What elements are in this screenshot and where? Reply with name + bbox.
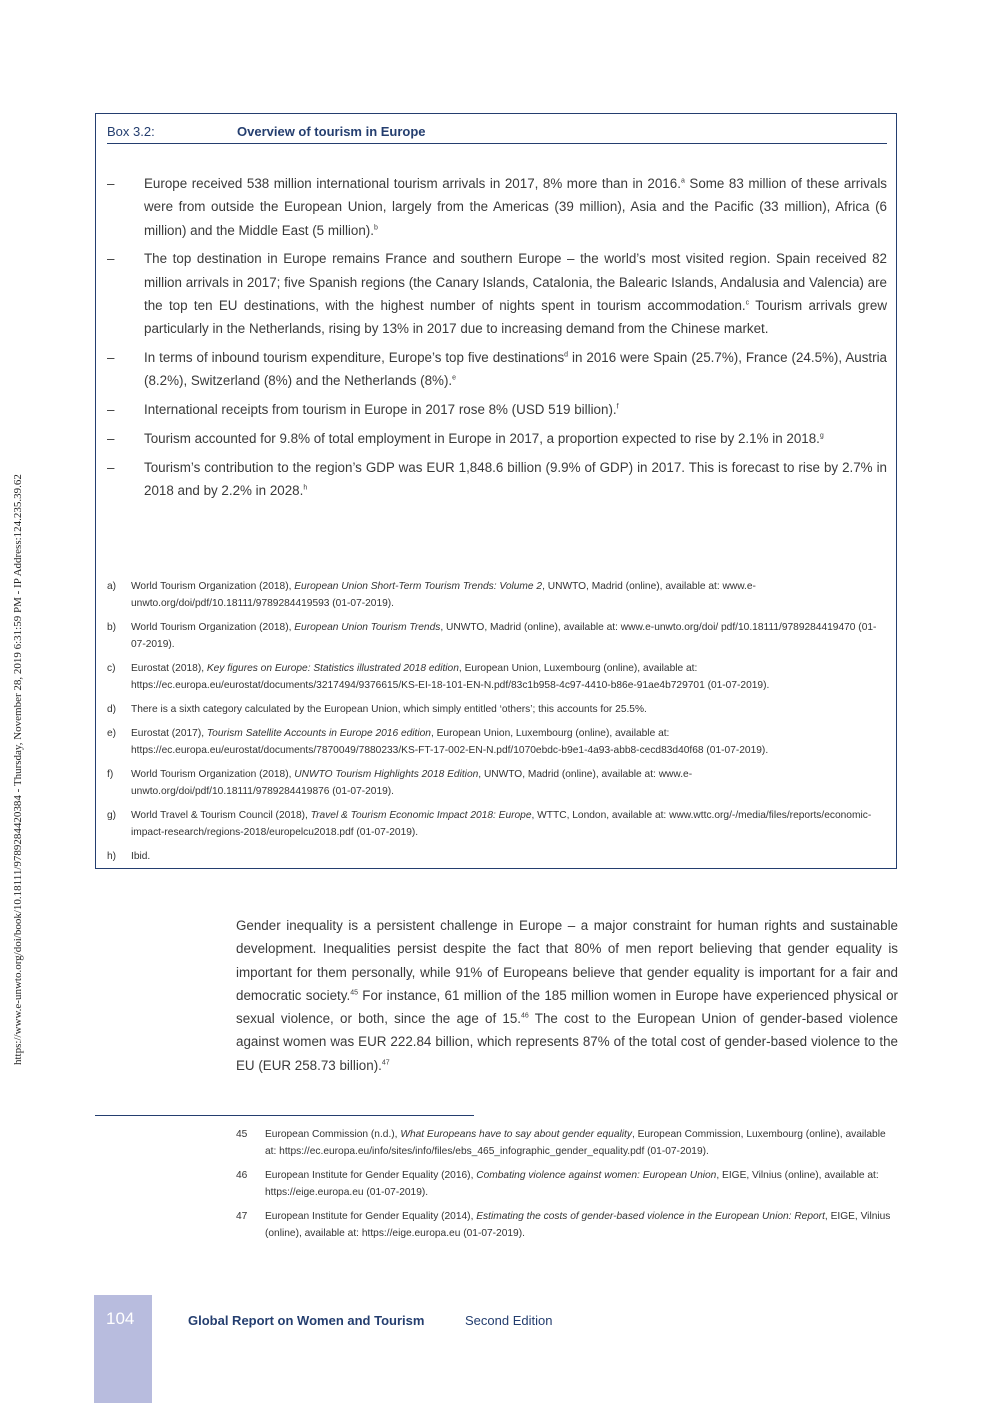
note-key: c) — [107, 663, 116, 674]
paragraph-text: The cost to the European Union of gender-based violence against women was EUR 222.84 billion, which represents 87% of the total cost of gender-based violence to the EU (EUR 258.73 billion). — [236, 1011, 898, 1073]
note-key: f) — [107, 769, 114, 780]
footnote-title: What Europeans have to say about gender equality — [400, 1129, 632, 1140]
footnote — [236, 1167, 898, 1201]
box-notes — [107, 578, 887, 872]
footnote-text: , EIGE, Vilnius (online), available at: https://eige.europa.eu (01-07-2019). — [265, 1170, 879, 1198]
note-text: , UNWTO, Madrid (online), available at: www.e-unwto.org/doi/pdf/10.18111/9789284419593 (01-07-2019). — [131, 581, 756, 609]
footnote-title: Estimating the costs of gender-based violence in the European Union: Report — [476, 1211, 825, 1222]
list-item — [107, 398, 887, 421]
footnote-title: Combating violence against women: European Union — [476, 1170, 717, 1181]
box-note — [107, 619, 887, 653]
box-header — [107, 122, 887, 144]
footnote-ref: 46 — [521, 1012, 529, 1020]
footnote-divider — [95, 1115, 474, 1116]
note-text: Eurostat (2017), — [131, 728, 207, 739]
bullet-text: Tourism accounted for 9.8% of total employment in Europe in 2017, a proportion expected to rise by 2.1% in 2018. — [144, 430, 820, 446]
note-key: e) — [107, 728, 117, 739]
box-note — [107, 578, 887, 612]
page-number: 104 — [106, 1309, 135, 1328]
box-note — [107, 807, 887, 841]
report-title: Global Report on Women and Tourism — [188, 1313, 425, 1328]
footnote — [236, 1208, 898, 1242]
note-text: World Tourism Organization (2018), — [131, 769, 295, 780]
bullet-dash: – — [107, 350, 115, 366]
note-text: , European Union, Luxembourg (online), available at: https://ec.europa.eu/eurostat/documents/7870049/7880233/KS-FT-17-002-EN-N.pdf/1070ebdc-b9e1-4a93-abb8-cecd83d40f68 (01-07-2019). — [131, 728, 769, 756]
note-key: g) — [107, 810, 117, 821]
note-text: World Travel & Tourism Council (2018), — [131, 810, 311, 821]
footnote-ref: 47 — [381, 1059, 390, 1067]
paragraph-text: Gender inequality is a persistent challenge in Europe – a major constraint for human rights and sustainable development. Inequalities persist despite the fact that 80% of men report believing that gender equality is important for them personally, while 91% of Europeans believe that gender equality is important for a fair and democratic society. — [236, 918, 898, 1003]
bullet-text: In terms of inbound tourism expenditure, Europe’s top five destinations — [144, 350, 565, 366]
note-key: a) — [107, 581, 117, 592]
note-title: Key figures on Europe: Statistics illustrated 2018 edition — [206, 663, 459, 674]
note-key: b) — [107, 622, 117, 633]
footnote — [236, 1126, 898, 1160]
note-text: , UNWTO, Madrid (online), available at: www.e-unwto.org/doi/pdf/10.18111/9789284419876 (01-07-2019). — [131, 769, 693, 797]
list-item — [107, 427, 887, 450]
footnote-text: , EIGE, Vilnius (online), available at: https://eige.europa.eu (01-07-2019). — [265, 1211, 891, 1239]
report-edition: Second Edition — [465, 1313, 553, 1328]
bullet-dash: – — [107, 402, 115, 418]
list-item — [107, 456, 887, 503]
footnote-text: European Commission (n.d.), — [265, 1129, 401, 1140]
footnote-ref: 45 — [350, 989, 358, 997]
footnote-number: 46 — [236, 1170, 248, 1181]
citation-marker: h — [303, 484, 308, 492]
bullet-list — [107, 172, 887, 508]
list-item — [107, 346, 887, 393]
bullet-dash: – — [107, 251, 115, 267]
bullet-dash: – — [107, 430, 115, 446]
citation-marker: c — [745, 299, 750, 307]
box-note — [107, 701, 887, 718]
citation-marker: f — [616, 403, 619, 411]
box-note — [107, 848, 887, 865]
note-key: d) — [107, 704, 117, 715]
citation-marker: b — [373, 224, 378, 232]
box-note — [107, 725, 887, 759]
footnote-number: 47 — [236, 1211, 248, 1222]
note-text: , European Union, Luxembourg (online), available at: https://ec.europa.eu/eurostat/documents/3217494/9376615/KS-EI-18-101-EN-N.pdf/83c1b958-4c97-4410-b86e-91ae4b729701 (01-07-2019). — [131, 663, 770, 691]
bullet-text: Some 83 million of these arrivals were from outside the European Union, largely from the Americas (39 million), Asia and the Pacific (33 million), Africa (6 million) and the Middle East (5 million). — [144, 176, 887, 238]
note-text: World Tourism Organization (2018), — [131, 622, 295, 633]
note-title: Tourism Satellite Accounts in Europe 2016 edition — [206, 728, 431, 739]
paragraph-text: For instance, 61 million of the 185 million women in Europe have experienced physical or sexual violence, or both, since the age of 15. — [236, 987, 898, 1027]
note-text: World Tourism Organization (2018), — [131, 581, 295, 592]
citation-marker: g — [819, 432, 824, 440]
bullet-text: The top destination in Europe remains France and southern Europe – the world’s most visited region. Spain received 82 million arrivals in 2017; five Spanish regions (the Canary Islands, Catalonia, the Balearic Islands, Andalusia and Valencia) are the top ten EU destinations, with the highest number of nights spent in tourism accommodation. — [144, 251, 887, 313]
bullet-text: in 2016 were Spain (25.7%), France (24.5%), Austria (8.2%), Switzerland (8%) and the Netherlands (8%). — [144, 350, 888, 389]
bullet-text: Tourism’s contribution to the region’s GDP was EUR 1,848.6 billion (9.9% of GDP) in 2017. This is forecast to rise by 2.7% in 2018 and by 2.2% in 2028. — [144, 459, 887, 499]
box-note — [107, 660, 887, 694]
bullet-text: Tourism arrivals grew particularly in the Netherlands, rising by 13% in 2017 due to increasing demand from the Chinese market. — [144, 297, 887, 337]
citation-marker: d — [564, 351, 569, 359]
note-title: European Union Tourism Trends — [294, 622, 441, 633]
note-text: , WTTC, London, available at: www.wttc.org/-/media/files/reports/economic-impact-research/regions-2018/europelcu2018.pdf (01-07-2019). — [131, 810, 872, 838]
tourism-overview-box — [95, 113, 897, 869]
note-text: There is a sixth category calculated by the European Union, which simply entitled ‘others’; this accounts for 25.5%. — [131, 704, 647, 715]
bullet-text: International receipts from tourism in Europe in 2017 rose 8% (USD 519 billion). — [144, 402, 617, 418]
note-title: UNWTO Tourism Highlights 2018 Edition — [294, 769, 479, 780]
citation-marker: e — [452, 374, 457, 382]
box-note — [107, 766, 887, 800]
footnote-text: , European Commission, Luxembourg (online), available at: https://ec.europa.eu/info/sites/info/files/ebs_465_infographic_gender_equality.pdf (01-07-2019). — [265, 1129, 886, 1157]
note-title: Travel & Tourism Economic Impact 2018: Europe — [310, 810, 532, 821]
citation-marker: a — [680, 177, 685, 185]
footnote-number: 45 — [236, 1129, 248, 1140]
footnote-text: European Institute for Gender Equality (2014), — [265, 1211, 477, 1222]
bullet-dash: – — [107, 459, 115, 475]
note-title: European Union Short-Term Tourism Trends: Volume 2 — [294, 581, 543, 592]
note-text: Ibid. — [131, 851, 151, 862]
box-title: Overview of tourism in Europe — [237, 124, 426, 139]
box-label: Box 3.2: — [107, 124, 155, 139]
bullet-text: Europe received 538 million international tourism arrivals in 2017, 8% more than in 2016. — [144, 176, 681, 191]
footnotes — [236, 1126, 898, 1249]
footnote-text: European Institute for Gender Equality (2016), — [265, 1170, 477, 1181]
side-watermark: https://www.e-unwto.org/doi/book/10.18111/9789284420384 - Thursday, November 28, 2019 6:31:59 PM - IP Address:124.235.39.62 — [12, 474, 24, 1065]
note-text: Eurostat (2018), — [131, 663, 207, 674]
body-paragraph — [236, 914, 898, 1077]
note-text: , UNWTO, Madrid (online), available at: www.e-unwto.org/doi/ pdf/10.18111/9789284419470 (01-07-2019). — [131, 622, 877, 650]
bullet-dash: – — [107, 176, 115, 191]
list-item — [107, 247, 887, 340]
note-key: h) — [107, 851, 117, 862]
list-item — [107, 172, 887, 242]
